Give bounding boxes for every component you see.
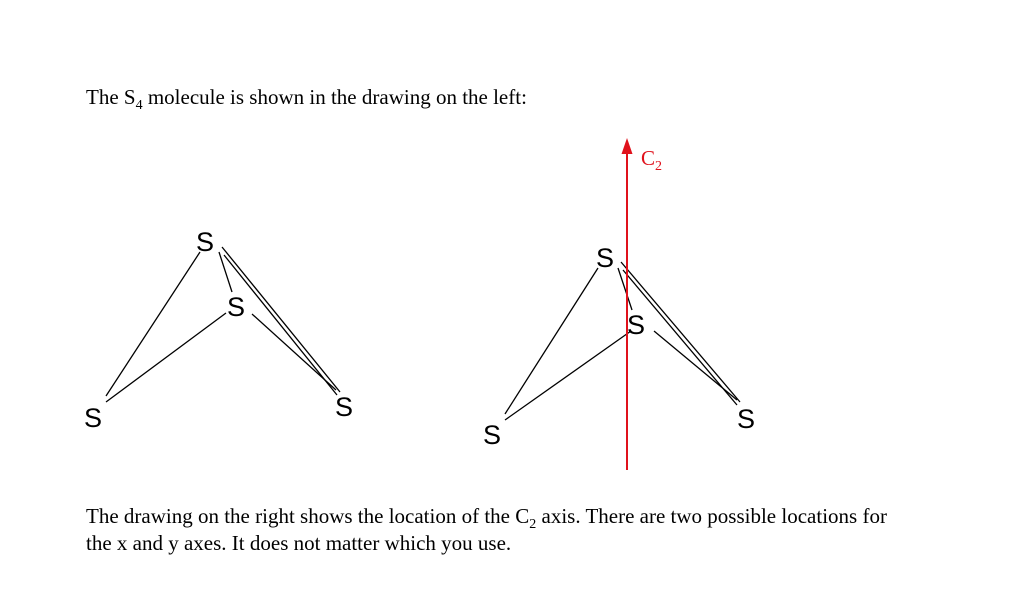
right-bond-mid-right	[654, 331, 737, 400]
conclusion-line-1	[86, 503, 887, 533]
intro-suffix: molecule is shown in the drawing on the left:	[142, 85, 527, 109]
conclusion-line-1-suffix: axis. There are two possible locations for	[536, 504, 887, 528]
c2-axis-arrowhead	[622, 138, 633, 154]
right-atom-left: S	[483, 420, 502, 450]
right-atom-right: S	[737, 404, 756, 434]
left-atom-left: S	[84, 403, 103, 433]
left-bond-top-mid	[219, 252, 232, 292]
right-bond-top-mid	[618, 268, 632, 310]
right-atom-top: S	[596, 243, 615, 273]
right-molecule	[505, 262, 740, 420]
left-atom-top: S	[196, 227, 215, 257]
left-molecule	[106, 247, 340, 402]
conclusion-line-1-subscript: 2	[529, 517, 537, 532]
left-atoms	[84, 227, 353, 433]
conclusion-line-2: the x and y axes. It does not matter which you use.	[86, 531, 512, 555]
right-bond-mid-left	[505, 331, 631, 420]
right-bond-top-left	[505, 268, 598, 414]
intro-subscript: 4	[135, 98, 143, 113]
intro-prefix: The S	[86, 85, 136, 109]
left-bond-top-right-b	[224, 255, 337, 395]
right-atom-middle: S	[627, 310, 646, 340]
right-atoms	[483, 243, 755, 450]
left-atom-middle: S	[227, 292, 246, 322]
c2-axis-subscript: 2	[655, 159, 663, 174]
left-bond-mid-right	[252, 314, 336, 390]
conclusion-line-1-prefix: The drawing on the right shows the location of the C	[86, 504, 530, 528]
left-bond-top-left	[106, 252, 200, 396]
left-atom-right: S	[335, 392, 354, 422]
c2-axis-label	[641, 146, 662, 174]
c2-axis-letter: C	[641, 146, 656, 170]
left-bond-mid-left	[106, 313, 226, 402]
